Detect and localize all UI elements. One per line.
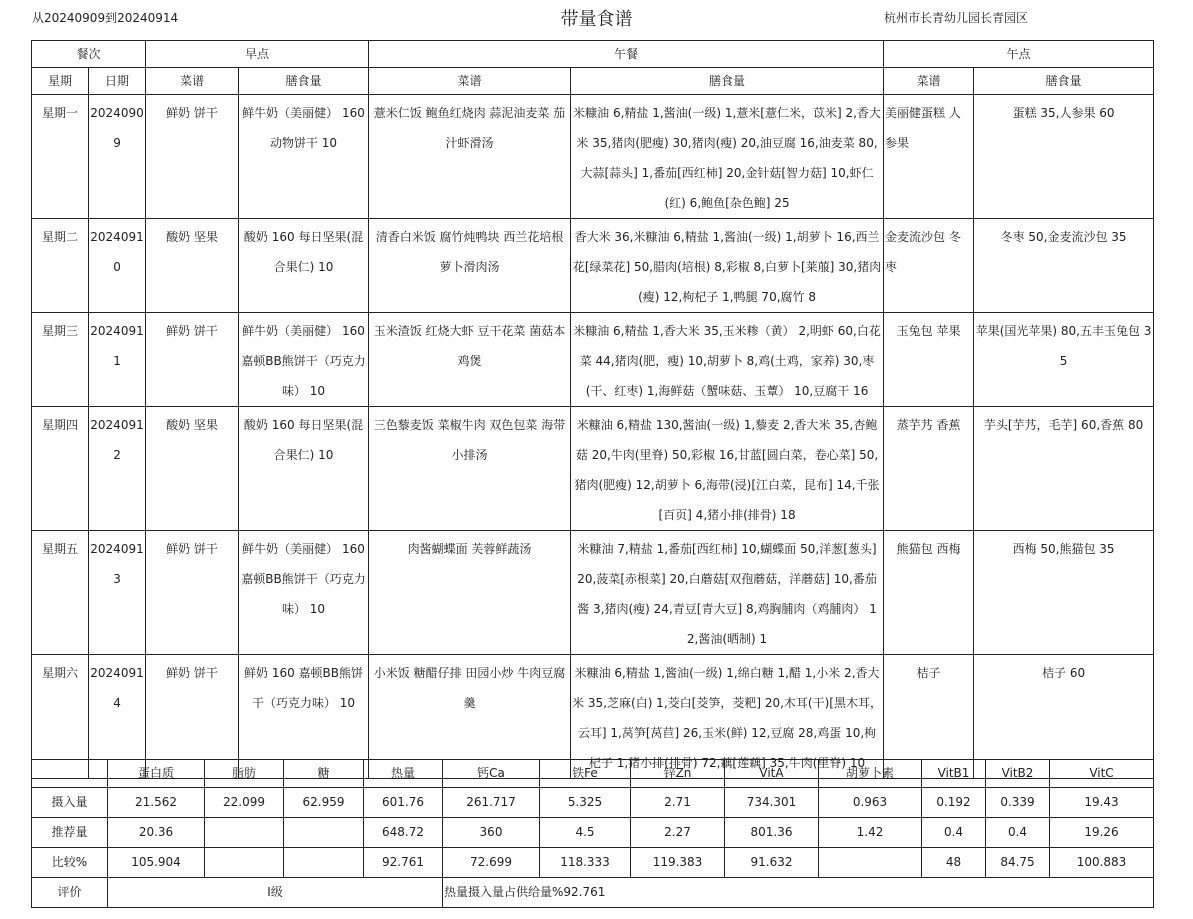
kindergarten-name: 杭州市长青幼儿园长青园区 bbox=[884, 11, 1029, 25]
breakfast-amount-cell: 鲜牛奶（美丽健） 160 嘉顿BB熊饼干（巧克力味） 10 bbox=[239, 531, 369, 655]
breakfast-amount-cell: 鲜奶 160 嘉顿BB熊饼干（巧克力味） 10 bbox=[239, 655, 369, 779]
snack-amount-cell: 桔子 60 bbox=[974, 655, 1154, 779]
lunch-recipe-cell: 三色藜麦饭 菜椒牛肉 双色包菜 海带小排汤 bbox=[369, 407, 571, 531]
meal-header: 餐次 bbox=[32, 41, 146, 68]
value-cell: 22.099 bbox=[205, 788, 284, 818]
value-cell: 100.883 bbox=[1050, 848, 1154, 878]
corner-cell bbox=[32, 760, 108, 788]
breakfast-recipe-cell: 鲜奶 饼干 bbox=[146, 95, 239, 219]
value-cell: 84.75 bbox=[986, 848, 1050, 878]
table-row bbox=[32, 531, 1154, 655]
meal-header-row bbox=[32, 41, 1154, 68]
breakfast-recipe-cell: 鲜奶 饼干 bbox=[146, 655, 239, 779]
value-cell: 0.963 bbox=[819, 788, 922, 818]
table-row bbox=[32, 407, 1154, 531]
date-cell: 20240911 bbox=[89, 313, 146, 407]
snack-amount-cell: 冬枣 50,金麦流沙包 35 bbox=[974, 219, 1154, 313]
value-cell bbox=[284, 848, 364, 878]
breakfast-recipe-cell: 酸奶 坚果 bbox=[146, 407, 239, 531]
lunch-amount-cell: 米糠油 6,精盐 130,酱油(一级) 1,藜麦 2,香大米 35,杏鲍菇 20,牛肉(里脊) 50,彩椒 16,甘蓝[圆白菜，卷心菜] 50,猪肉(肥瘦) 12,胡萝卜 6,海带(浸)[江白菜，昆布] 14,千张[百页] 4,猪小排(排骨) 18 bbox=[571, 407, 884, 531]
value-cell: 119.383 bbox=[631, 848, 725, 878]
intake-row bbox=[32, 788, 1154, 818]
lunch-amount-cell: 米糠油 6,精盐 1,酱油(一级) 1,薏米[薏仁米，苡米] 2,香大米 35,猪肉(肥瘦) 30,猪肉(瘦) 20,油豆腐 16,油麦菜 80,大蒜[蒜头] 1,番茄[西红柿] 20,金针菇[智力菇] 10,虾仁(红) 6,鲍鱼[杂色鲍] 25 bbox=[571, 95, 884, 219]
table-row bbox=[32, 219, 1154, 313]
lunch-amount-cell: 米糠油 7,精盐 1,番茄[西红柿] 10,蝴蝶面 50,洋葱[葱头] 20,菠菜[赤根菜] 20,白蘑菇[双孢蘑菇，洋蘑菇] 10,番茄酱 3,猪肉(瘦) 24,青豆[青大豆] 8,鸡胸脯肉（鸡脯肉） 12,酱油(晒制) 1 bbox=[571, 531, 884, 655]
value-cell: 648.72 bbox=[364, 818, 443, 848]
value-cell: 19.43 bbox=[1050, 788, 1154, 818]
table-row bbox=[32, 313, 1154, 407]
value-cell: 2.71 bbox=[631, 788, 725, 818]
snack-recipe-cell: 美丽健蛋糕 人参果 bbox=[884, 95, 974, 219]
value-cell: 734.301 bbox=[725, 788, 819, 818]
lunch-amount-cell: 米糠油 6,精盐 1,香大米 35,玉米糁（黄） 2,明虾 60,白花菜 44,猪肉(肥，瘦) 10,胡萝卜 8,鸡(土鸡，家养) 30,枣(干、红枣) 1,海鲜菇（蟹味菇、玉蕈） 10,豆腐干 16 bbox=[571, 313, 884, 407]
breakfast-recipe-cell: 鲜奶 饼干 bbox=[146, 531, 239, 655]
value-cell: 20.36 bbox=[108, 818, 205, 848]
snack-amount-header: 膳食量 bbox=[974, 68, 1154, 95]
snack-header: 午点 bbox=[884, 41, 1154, 68]
value-cell: 62.959 bbox=[284, 788, 364, 818]
breakfast-amount-header: 膳食量 bbox=[239, 68, 369, 95]
value-cell: 360 bbox=[443, 818, 540, 848]
lunch-recipe-cell: 清香白米饭 腐竹炖鸭块 西兰花培根 萝卜滑肉汤 bbox=[369, 219, 571, 313]
column-header-row bbox=[32, 68, 1154, 95]
breakfast-header: 早点 bbox=[146, 41, 369, 68]
weekday-cell: 星期三 bbox=[32, 313, 89, 407]
evaluation-note: 热量摄入量占供给量%92.761 bbox=[443, 878, 1154, 908]
value-cell: 92.761 bbox=[364, 848, 443, 878]
snack-amount-cell: 苹果(国光苹果) 80,五丰玉兔包 35 bbox=[974, 313, 1154, 407]
snack-recipe-cell: 玉兔包 苹果 bbox=[884, 313, 974, 407]
snack-amount-cell: 西梅 50,熊猫包 35 bbox=[974, 531, 1154, 655]
weekday-cell: 星期二 bbox=[32, 219, 89, 313]
value-cell: 118.333 bbox=[540, 848, 631, 878]
evaluation-label: 评价 bbox=[32, 878, 108, 908]
page-title: 带量食谱 bbox=[560, 9, 633, 30]
weekday-header: 星期 bbox=[32, 68, 89, 95]
nutrient-header: 铁Fe bbox=[540, 760, 631, 788]
row-label: 摄入量 bbox=[32, 788, 108, 818]
value-cell: 0.192 bbox=[922, 788, 986, 818]
breakfast-amount-cell: 酸奶 160 每日坚果(混合果仁) 10 bbox=[239, 407, 369, 531]
value-cell: 801.36 bbox=[725, 818, 819, 848]
snack-recipe-cell: 金麦流沙包 冬枣 bbox=[884, 219, 974, 313]
value-cell: 21.562 bbox=[108, 788, 205, 818]
nutrient-header: VitA bbox=[725, 760, 819, 788]
value-cell bbox=[284, 818, 364, 848]
value-cell: 4.5 bbox=[540, 818, 631, 848]
value-cell bbox=[819, 848, 922, 878]
value-cell: 0.4 bbox=[986, 818, 1050, 848]
breakfast-amount-cell: 鲜牛奶（美丽健） 160 动物饼干 10 bbox=[239, 95, 369, 219]
weekday-cell: 星期一 bbox=[32, 95, 89, 219]
row-label: 比较% bbox=[32, 848, 108, 878]
nutrient-header: 热量 bbox=[364, 760, 443, 788]
nutrient-header: 蛋白质 bbox=[108, 760, 205, 788]
nutrient-header: VitC bbox=[1050, 760, 1154, 788]
value-cell: 48 bbox=[922, 848, 986, 878]
date-cell: 20240914 bbox=[89, 655, 146, 779]
value-cell: 19.26 bbox=[1050, 818, 1154, 848]
nutrient-header: 糖 bbox=[284, 760, 364, 788]
lunch-recipe-cell: 玉米渣饭 红烧大虾 豆干花菜 菌菇本鸡煲 bbox=[369, 313, 571, 407]
evaluation-grade: I级 bbox=[108, 878, 443, 908]
weekday-cell: 星期六 bbox=[32, 655, 89, 779]
lunch-amount-cell: 香大米 36,米糠油 6,精盐 1,酱油(一级) 1,胡萝卜 16,西兰花[绿菜花] 50,腊肉(培根) 8,彩椒 8,白萝卜[莱菔] 30,猪肉(瘦) 12,枸杞子 1,鸭腿 70,腐竹 8 bbox=[571, 219, 884, 313]
evaluation-row bbox=[32, 878, 1154, 908]
lunch-recipe-cell: 小米饭 糖醋仔排 田园小炒 牛肉豆腐羹 bbox=[369, 655, 571, 779]
nutrient-header: VitB1 bbox=[922, 760, 986, 788]
breakfast-recipe-cell: 酸奶 坚果 bbox=[146, 219, 239, 313]
snack-recipe-cell: 桔子 bbox=[884, 655, 974, 779]
breakfast-recipe-header: 菜谱 bbox=[146, 68, 239, 95]
breakfast-amount-cell: 酸奶 160 每日坚果(混合果仁) 10 bbox=[239, 219, 369, 313]
snack-recipe-cell: 蒸芋艿 香蕉 bbox=[884, 407, 974, 531]
nutrient-header: 锌Zn bbox=[631, 760, 725, 788]
weekday-cell: 星期四 bbox=[32, 407, 89, 531]
recommended-row bbox=[32, 818, 1154, 848]
value-cell: 5.325 bbox=[540, 788, 631, 818]
nutrition-table bbox=[31, 759, 1154, 908]
breakfast-amount-cell: 鲜牛奶（美丽健） 160 嘉顿BB熊饼干（巧克力味） 10 bbox=[239, 313, 369, 407]
nutrient-header: 脂肪 bbox=[205, 760, 284, 788]
weekday-cell: 星期五 bbox=[32, 531, 89, 655]
date-range: 从20240909到20240914 bbox=[32, 11, 179, 25]
value-cell: 0.339 bbox=[986, 788, 1050, 818]
nutrient-header-row bbox=[32, 760, 1154, 788]
snack-amount-cell: 蛋糕 35,人参果 60 bbox=[974, 95, 1154, 219]
table-row bbox=[32, 95, 1154, 219]
row-label: 推荐量 bbox=[32, 818, 108, 848]
snack-recipe-cell: 熊猫包 西梅 bbox=[884, 531, 974, 655]
snack-amount-cell: 芋头[芋艿，毛芋] 60,香蕉 80 bbox=[974, 407, 1154, 531]
comparison-row bbox=[32, 848, 1154, 878]
value-cell: 72.699 bbox=[443, 848, 540, 878]
menu-table bbox=[31, 40, 1154, 779]
value-cell: 0.4 bbox=[922, 818, 986, 848]
date-header: 日期 bbox=[89, 68, 146, 95]
lunch-header: 午餐 bbox=[369, 41, 884, 68]
date-cell: 20240912 bbox=[89, 407, 146, 531]
date-cell: 20240909 bbox=[89, 95, 146, 219]
nutrient-header: VitB2 bbox=[986, 760, 1050, 788]
lunch-recipe-cell: 肉酱蝴蝶面 芙蓉鲜蔬汤 bbox=[369, 531, 571, 655]
nutrient-header: 钙Ca bbox=[443, 760, 540, 788]
value-cell: 261.717 bbox=[443, 788, 540, 818]
lunch-recipe-header: 菜谱 bbox=[369, 68, 571, 95]
value-cell bbox=[205, 818, 284, 848]
breakfast-recipe-cell: 鲜奶 饼干 bbox=[146, 313, 239, 407]
value-cell: 105.904 bbox=[108, 848, 205, 878]
value-cell: 2.27 bbox=[631, 818, 725, 848]
value-cell: 601.76 bbox=[364, 788, 443, 818]
value-cell: 1.42 bbox=[819, 818, 922, 848]
lunch-amount-header: 膳食量 bbox=[571, 68, 884, 95]
date-cell: 20240913 bbox=[89, 531, 146, 655]
value-cell bbox=[205, 848, 284, 878]
value-cell: 91.632 bbox=[725, 848, 819, 878]
snack-recipe-header: 菜谱 bbox=[884, 68, 974, 95]
lunch-recipe-cell: 薏米仁饭 鲍鱼红烧肉 蒜泥油麦菜 茄汁虾滑汤 bbox=[369, 95, 571, 219]
nutrient-header: 胡萝卜素 bbox=[819, 760, 922, 788]
date-cell: 20240910 bbox=[89, 219, 146, 313]
lunch-amount-cell: 米糠油 6,精盐 1,酱油(一级) 1,绵白糖 1,醋 1,小米 2,香大米 35,芝麻(白) 1,茭白[茭笋，茭粑] 20,木耳(干)[黑木耳，云耳] 1,莴笋[莴苣] 26,玉米(鲜) 12,豆腐 28,鸡蛋 10,枸杞子 1,猪小排(排骨) 72,藕[莲藕] 35,牛肉(里脊) 10 bbox=[571, 655, 884, 779]
